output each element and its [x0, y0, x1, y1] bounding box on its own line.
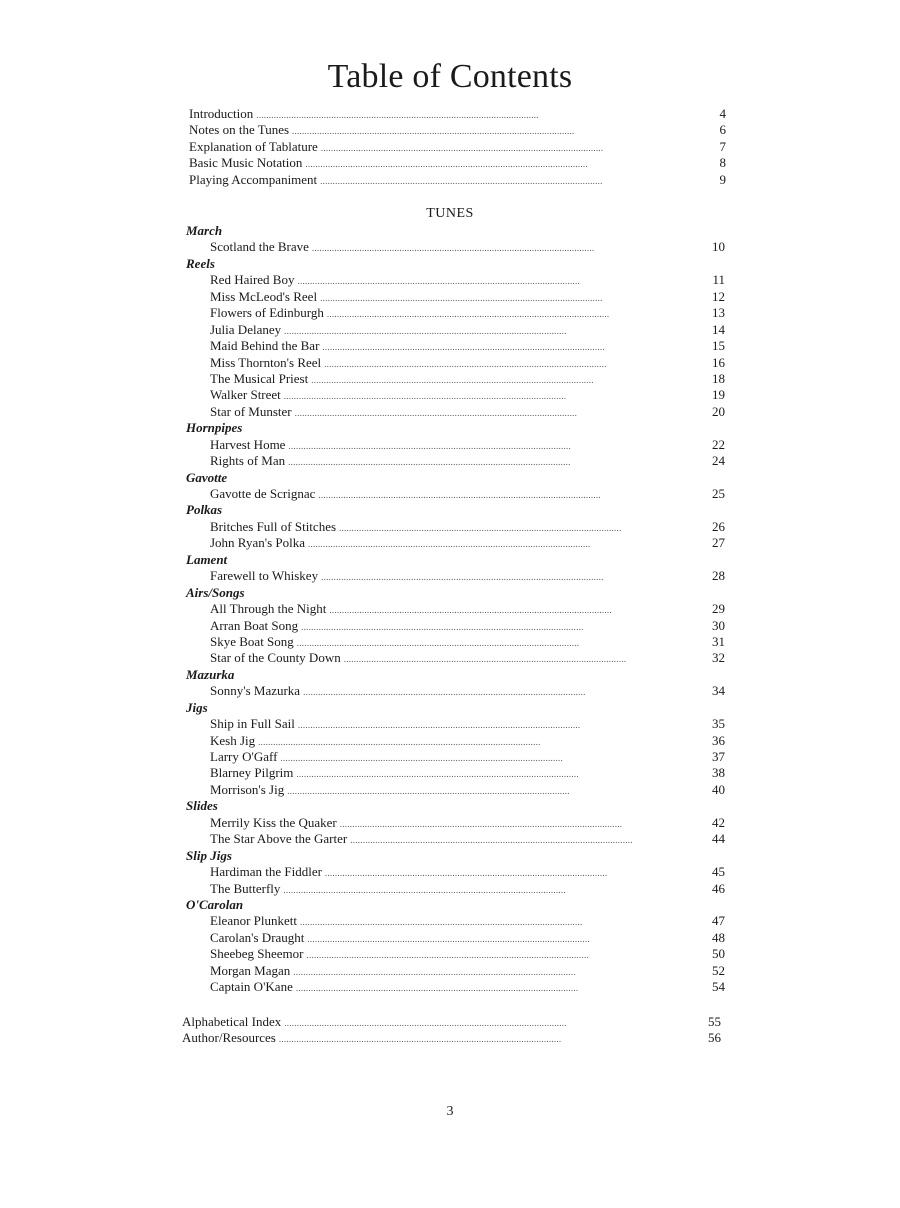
toc-entry — [186, 716, 725, 732]
entry-title: Carolan's Draught — [210, 929, 305, 945]
dot-leader — [288, 454, 708, 470]
dot-leader — [320, 173, 709, 189]
entry-page-number: 12 — [712, 288, 725, 304]
toc-entry — [186, 404, 725, 420]
entry-title: Author/Resources — [182, 1030, 276, 1046]
dot-leader — [284, 1015, 704, 1031]
entry-title: Scotland the Brave — [210, 239, 309, 255]
entry-page-number: 46 — [712, 880, 725, 896]
toc-entry — [186, 305, 725, 321]
dot-leader — [329, 602, 708, 618]
entry-title: Morgan Magan — [210, 962, 291, 978]
entry-title: Harvest Home — [210, 436, 286, 452]
dot-leader — [288, 438, 708, 454]
toc-entry — [186, 765, 725, 781]
dot-leader — [284, 323, 708, 339]
section-label: Polkas — [186, 502, 223, 518]
entry-page-number: 22 — [712, 436, 725, 452]
entry-page-number: 54 — [712, 979, 725, 995]
entry-title: Introduction — [189, 106, 254, 121]
toc-entry — [186, 618, 725, 634]
entry-page-number: 24 — [712, 453, 725, 469]
entry-title: Britches Full of Stitches — [210, 518, 337, 534]
dot-leader — [339, 520, 708, 536]
toc-entry — [186, 453, 725, 469]
entry-title: Merrily Kiss the Quaker — [210, 814, 337, 830]
entry-title: John Ryan's Polka — [210, 535, 305, 551]
entry-title: Blarney Pilgrim — [210, 765, 294, 781]
dot-leader — [301, 619, 708, 635]
dot-leader — [296, 766, 708, 782]
section-label: O'Carolan — [186, 896, 244, 912]
entry-title: Skye Boat Song — [210, 633, 294, 649]
entry-page-number: 18 — [712, 370, 725, 386]
toc-entry — [189, 106, 726, 122]
toc-entry — [186, 338, 725, 354]
entry-title: Miss McLeod's Reel — [210, 288, 318, 304]
entry-title: Notes on the Tunes — [189, 122, 290, 138]
dot-leader — [312, 240, 708, 256]
toc-entry — [186, 864, 725, 880]
dot-leader — [305, 156, 709, 172]
entry-title: Morrison's Jig — [210, 781, 285, 797]
section-label: Mazurka — [186, 666, 235, 682]
entry-title: Flowers of Edinburgh — [210, 305, 324, 321]
entry-page-number: 8 — [719, 155, 726, 171]
entry-page-number: 34 — [712, 683, 725, 699]
dot-leader — [258, 734, 708, 750]
entry-page-number: 7 — [719, 138, 726, 154]
dot-leader — [307, 931, 708, 947]
toc-entry — [182, 1030, 721, 1046]
entry-page-number: 16 — [712, 354, 725, 370]
toc-entry — [186, 371, 725, 387]
entry-page-number: 14 — [712, 321, 725, 337]
toc-entry — [186, 946, 725, 962]
toc-entry — [186, 979, 725, 995]
entry-title: Red Haired Boy — [210, 272, 295, 288]
dot-leader — [280, 750, 708, 766]
dot-leader — [308, 536, 708, 552]
toc-entry — [186, 650, 725, 666]
section-label: Slides — [186, 798, 218, 814]
tunes-heading: TUNES — [426, 206, 474, 221]
toc-entry — [186, 322, 725, 338]
entry-page-number: 55 — [708, 1014, 721, 1029]
dot-leader — [322, 339, 708, 355]
entry-page-number: 30 — [712, 617, 725, 633]
entry-page-number: 11 — [712, 272, 725, 288]
section-label: Slip Jigs — [186, 847, 232, 863]
entry-page-number: 10 — [712, 239, 725, 255]
toc-entry — [186, 913, 725, 929]
toc-entry — [186, 289, 725, 305]
dot-leader — [324, 356, 708, 372]
dot-leader — [298, 717, 708, 733]
tunes-list — [186, 223, 725, 996]
toc-entry — [186, 519, 725, 535]
entry-page-number: 47 — [712, 913, 725, 929]
front-matter-list — [189, 106, 726, 188]
entry-title: Farewell to Whiskey — [210, 568, 319, 584]
entry-title: Sheebeg Sheemor — [210, 946, 304, 962]
entry-page-number: 50 — [712, 946, 725, 962]
entry-page-number: 45 — [712, 864, 725, 880]
toc-entry — [186, 831, 725, 847]
dot-leader — [296, 980, 708, 996]
dot-leader — [321, 140, 709, 156]
entry-title: Playing Accompaniment — [189, 171, 318, 187]
back-matter-list — [182, 1014, 721, 1047]
toc-entry — [186, 634, 725, 650]
toc-entry — [186, 568, 725, 584]
toc-entry — [186, 815, 725, 831]
entry-title: Captain O'Kane — [210, 979, 293, 995]
entry-title: Miss Thornton's Reel — [210, 354, 322, 370]
entry-title: Ship in Full Sail — [210, 716, 295, 732]
entry-page-number: 20 — [712, 403, 725, 419]
entry-title: Walker Street — [210, 387, 281, 403]
toc-entry — [189, 155, 726, 171]
entry-page-number: 38 — [712, 765, 725, 781]
dot-leader — [318, 487, 708, 503]
dot-leader — [350, 832, 708, 848]
section-label: Lament — [186, 551, 228, 567]
entry-title: The Butterfly — [210, 880, 281, 896]
entry-page-number: 56 — [708, 1030, 721, 1046]
toc-entry — [186, 239, 725, 255]
section-label: Hornpipes — [186, 420, 243, 436]
dot-leader — [321, 569, 708, 585]
toc-entry — [186, 272, 725, 288]
entry-page-number: 15 — [712, 338, 725, 354]
toc-entry — [189, 139, 726, 155]
dot-leader — [325, 865, 708, 881]
entry-title: The Star Above the Garter — [210, 831, 348, 847]
entry-page-number: 28 — [712, 568, 725, 584]
entry-page-number: 13 — [712, 305, 725, 321]
entry-page-number: 44 — [712, 831, 725, 847]
section-label: March — [186, 223, 223, 238]
entry-title: Maid Behind the Bar — [210, 338, 320, 354]
toc-entry — [189, 172, 726, 188]
toc-entry — [186, 963, 725, 979]
entry-page-number: 37 — [712, 749, 725, 764]
entry-title: Gavotte de Scrignac — [210, 486, 316, 501]
dot-leader — [256, 107, 709, 123]
section-label: Gavotte — [186, 469, 228, 485]
dot-leader — [292, 123, 709, 139]
entry-title: Star of Munster — [210, 403, 292, 419]
page-number: 3 — [446, 1104, 454, 1119]
entry-page-number: 36 — [712, 732, 725, 748]
entry-page-number: 32 — [712, 650, 725, 666]
toc-entry — [186, 387, 725, 403]
toc-entry — [189, 122, 726, 138]
entry-page-number: 4 — [719, 106, 726, 121]
entry-title: Hardiman the Fiddler — [210, 864, 322, 880]
entry-title: Explanation of Tablature — [189, 138, 318, 154]
toc-entry — [186, 437, 725, 453]
dot-leader — [303, 684, 708, 700]
entry-page-number: 6 — [719, 122, 726, 138]
toc-entry — [186, 930, 725, 946]
entry-page-number: 40 — [712, 781, 725, 797]
entry-page-number: 48 — [712, 929, 725, 945]
dot-leader — [293, 964, 708, 980]
dot-leader — [311, 372, 708, 388]
entry-page-number: 29 — [712, 601, 725, 617]
section-label: Jigs — [186, 699, 208, 715]
entry-title: Basic Music Notation — [189, 155, 303, 171]
dot-leader — [295, 405, 708, 421]
entry-page-number: 27 — [712, 535, 725, 551]
entry-title: Julia Delaney — [210, 321, 282, 337]
dot-leader — [307, 947, 708, 963]
dot-leader — [284, 388, 708, 404]
dot-leader — [300, 914, 708, 930]
entry-title: Star of the County Down — [210, 650, 341, 666]
entry-title: Arran Boat Song — [210, 617, 299, 633]
toc-entry — [186, 355, 725, 371]
toc-entry — [182, 1014, 721, 1030]
entry-title: Rights of Man — [210, 453, 286, 469]
entry-title: Larry O'Gaff — [210, 749, 278, 764]
toc-entry — [186, 601, 725, 617]
page-title: Table of Contents — [327, 58, 573, 95]
entry-page-number: 35 — [712, 716, 725, 732]
toc-entry — [186, 749, 725, 765]
dot-leader — [340, 816, 708, 832]
dot-leader — [283, 882, 708, 898]
entry-title: Sonny's Mazurka — [210, 683, 301, 699]
entry-title: The Musical Priest — [210, 370, 309, 386]
dot-leader — [297, 635, 708, 651]
entry-page-number: 52 — [712, 962, 725, 978]
dot-leader — [287, 783, 708, 799]
entry-page-number: 31 — [712, 633, 725, 649]
toc-entry — [186, 683, 725, 699]
entry-title: Eleanor Plunkett — [210, 913, 298, 929]
section-label: Reels — [186, 255, 215, 271]
entry-page-number: 42 — [712, 814, 725, 830]
toc-entry — [186, 733, 725, 749]
entry-page-number: 9 — [719, 171, 726, 187]
entry-page-number: 26 — [712, 518, 725, 534]
entry-title: All Through the Night — [210, 601, 327, 617]
dot-leader — [344, 651, 708, 667]
toc-entry — [186, 881, 725, 897]
entry-title: Alphabetical Index — [182, 1014, 282, 1029]
dot-leader — [320, 290, 708, 306]
entry-page-number: 19 — [712, 387, 725, 403]
toc-entry — [186, 535, 725, 551]
entry-page-number: 25 — [712, 486, 725, 501]
entry-title: Kesh Jig — [210, 732, 256, 748]
toc-entry — [186, 782, 725, 798]
dot-leader — [279, 1031, 704, 1047]
section-label: Airs/Songs — [186, 584, 245, 600]
toc-entry — [186, 486, 725, 502]
dot-leader — [297, 273, 708, 289]
dot-leader — [327, 306, 708, 322]
